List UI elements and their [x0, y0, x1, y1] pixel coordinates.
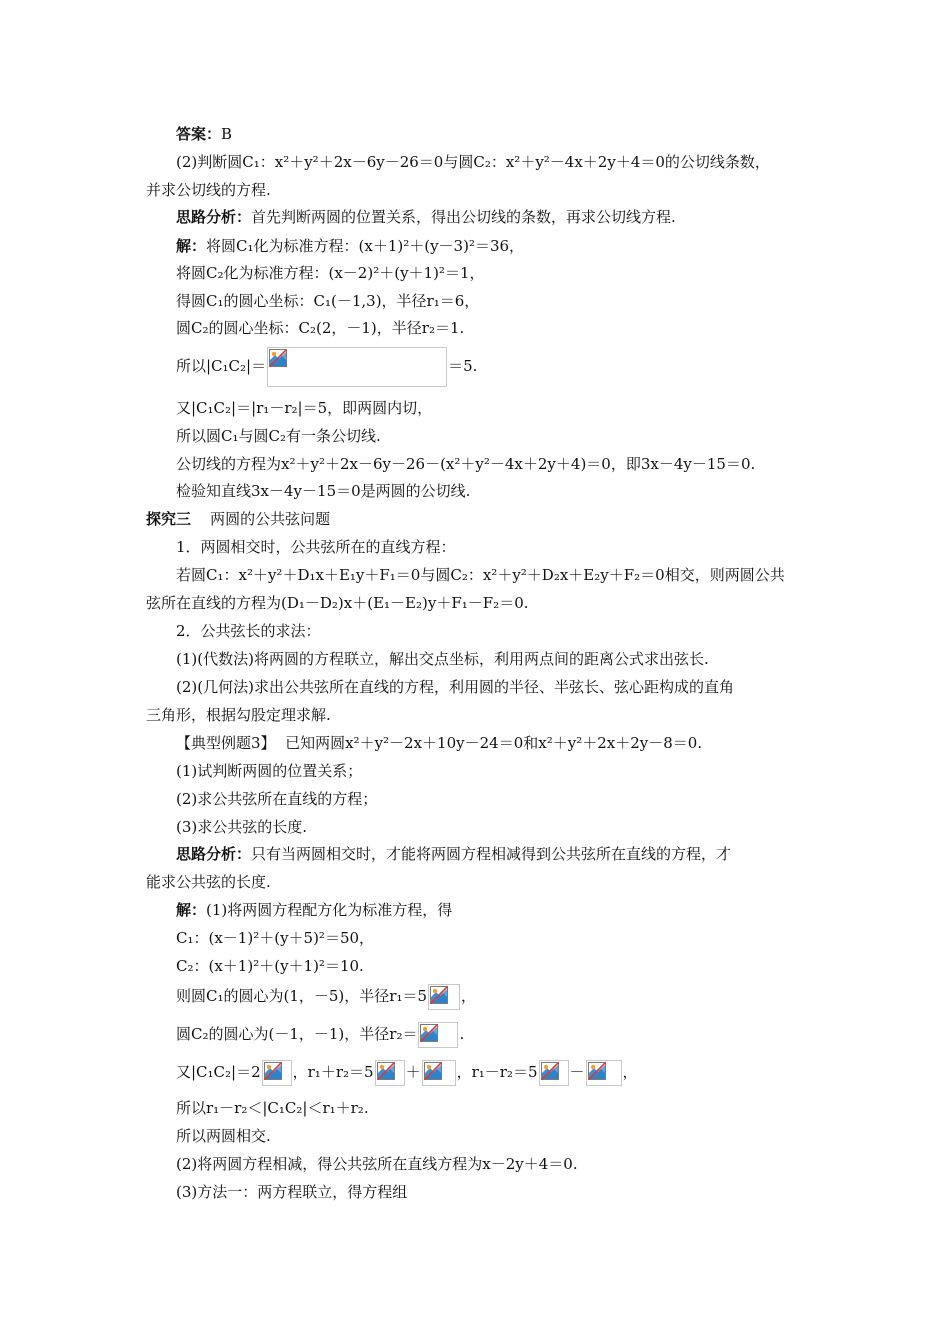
- solution-3-text-6c: ＋: [405, 1063, 421, 1081]
- formula-image-placeholder: [418, 1022, 458, 1048]
- example-3-q2: (2)求公共弦所在直线的方程；: [176, 790, 378, 808]
- analysis-1-text: 首先判断两圆的位置关系，得出公切线的条数，再求公切线方程.: [251, 208, 676, 226]
- solution-1-text-1: 将圆C₁化为标准方程：(x＋1)²＋(y－3)²＝36，: [206, 237, 525, 255]
- formula-image-placeholder: [375, 1060, 405, 1086]
- formula-image-placeholder: [539, 1060, 569, 1086]
- example-3-q1: (1)试判断两圆的位置关系；: [176, 762, 363, 780]
- question-2-line-2: 并求公切线的方程.: [146, 181, 271, 199]
- section-3-title: 两圆的公共弦问题: [210, 510, 331, 528]
- example-3-q3: (3)求公共弦的长度.: [176, 818, 308, 836]
- solution-3-text-4a: 则圆C₁的圆心为(1，－5)，半径r₁＝5: [176, 987, 428, 1005]
- solution-3-line-4: [176, 982, 476, 1010]
- question-2-line-1: (2)判断圆C₁：x²＋y²＋2x－6y－26＝0与圆C₂：x²＋y²－4x＋2y＋4＝0的公切线条数，: [176, 153, 770, 171]
- section-3-p2a: 若圆C₁：x²＋y²＋D₁x＋E₁y＋F₁＝0与圆C₂：x²＋y²＋D₂x＋E₂y＋F₂＝0相交，则两圆公共: [176, 566, 785, 584]
- analysis-2-label: 思路分析：: [176, 845, 252, 863]
- solution-3-line-1: [176, 900, 452, 920]
- solution-3-text-6b: ，r₁＋r₂＝5: [292, 1063, 374, 1081]
- formula-image-placeholder: [262, 1060, 292, 1086]
- solution-3-text-6f: ，: [622, 1063, 638, 1081]
- solution-3-line-2: C₁：(x－1)²＋(y＋5)²＝50，: [176, 929, 375, 947]
- analysis-2-line-1: [176, 844, 731, 864]
- solution-3-text-6e: －: [569, 1063, 585, 1081]
- solution-3-text-5a: 圆C₂的圆心为(－1，－1)，半径r₂＝: [176, 1025, 418, 1043]
- solution-3-line-7: 所以r₁－r₂＜|C₁C₂|＜r₁＋r₂.: [176, 1099, 369, 1117]
- example-3-text: 已知两圆x²＋y²－2x＋10y－24＝0和x²＋y²＋2x＋2y－8＝0.: [285, 734, 703, 752]
- answer-line: [176, 124, 232, 144]
- formula-image-placeholder: [267, 347, 447, 387]
- solution-3-line-10: (3)方法一：两方程联立，得方程组: [176, 1183, 408, 1201]
- answer-value: B: [221, 125, 233, 143]
- solution-3-text-5b: .: [459, 1025, 465, 1043]
- solution-1-line-1: [176, 236, 524, 256]
- solution-3-line-5: [176, 1020, 464, 1048]
- section-3-p4: (1)(代数法)将两圆的方程联立，解出交点坐标，利用两点间的距离公式求出弦长.: [176, 650, 709, 668]
- solution-1-line-4: 圆C₂的圆心坐标：C₂(2，－1)，半径r₂＝1.: [176, 319, 465, 337]
- solution-3-text-6d: ，r₁－r₂＝5: [456, 1063, 538, 1081]
- solution-1-label: 解：: [176, 237, 207, 255]
- solution-1-line-7: 所以圆C₁与圆C₂有一条公切线.: [176, 427, 381, 445]
- formula-image-placeholder: [586, 1060, 622, 1086]
- analysis-2-line-2: 能求公共弦的长度.: [146, 873, 271, 891]
- solution-3-text-4b: ，: [461, 987, 477, 1005]
- analysis-2-text-1: 只有当两圆相交时，才能将两圆方程相减得到公共弦所在直线的方程，才: [251, 845, 732, 863]
- solution-3-line-3: C₂：(x＋1)²＋(y＋1)²＝10.: [176, 957, 364, 975]
- solution-1-text-5b: ＝5.: [448, 357, 478, 375]
- example-3-label: 【典型例题3】: [176, 734, 276, 752]
- section-3-label: 探究三: [146, 510, 192, 528]
- solution-1-line-8: 公切线的方程为x²＋y²＋2x－6y－26－(x²＋y²－4x＋2y＋4)＝0，即3x－4y－15＝0.: [176, 455, 756, 473]
- section-3-p5a: (2)(几何法)求出公共弦所在直线的方程，利用圆的半径、半弦长、弦心距构成的直角: [176, 678, 734, 696]
- solution-1-line-3: 得圆C₁的圆心坐标：C₁(－1,3)，半径r₁＝6，: [176, 292, 480, 310]
- section-3-p3: 2．公共弦长的求法：: [176, 622, 321, 640]
- formula-image-placeholder: [428, 984, 460, 1010]
- solution-1-line-2: 将圆C₂化为标准方程：(x－2)²＋(y＋1)²＝1，: [176, 264, 485, 282]
- section-3-p5b: 三角形，根据勾股定理求解.: [146, 706, 331, 724]
- solution-3-line-6: [176, 1058, 638, 1086]
- example-3-line: [176, 733, 702, 753]
- solution-3-line-8: 所以两圆相交.: [176, 1127, 271, 1145]
- solution-3-label: 解：: [176, 901, 207, 919]
- solution-1-line-6: 又|C₁C₂|＝|r₁－r₂|＝5，即两圆内切，: [176, 399, 433, 417]
- section-3-p2b: 弦所在直线的方程为(D₁－D₂)x＋(E₁－E₂)y＋F₁－F₂＝0.: [146, 594, 529, 612]
- solution-3-text-6a: 又|C₁C₂|＝2: [176, 1063, 261, 1081]
- analysis-1-label: 思路分析：: [176, 208, 252, 226]
- section-3-p1: 1．两圆相交时，公共弦所在的直线方程：: [176, 538, 456, 556]
- formula-image-placeholder: [422, 1060, 456, 1086]
- solution-1-text-5a: 所以|C₁C₂|＝: [176, 357, 267, 375]
- solution-1-line-5: [176, 346, 477, 387]
- answer-label: 答案：: [176, 125, 222, 143]
- solution-1-line-9: 检验知直线3x－4y－15＝0是两圆的公切线.: [176, 482, 471, 500]
- analysis-1: [176, 207, 676, 227]
- solution-3-line-9: (2)将两圆方程相减，得公共弦所在直线方程为x－2y＋4＝0.: [176, 1155, 578, 1173]
- solution-3-text-1: (1)将两圆方程配方化为标准方程，得: [206, 901, 453, 919]
- section-3-heading: [146, 509, 330, 529]
